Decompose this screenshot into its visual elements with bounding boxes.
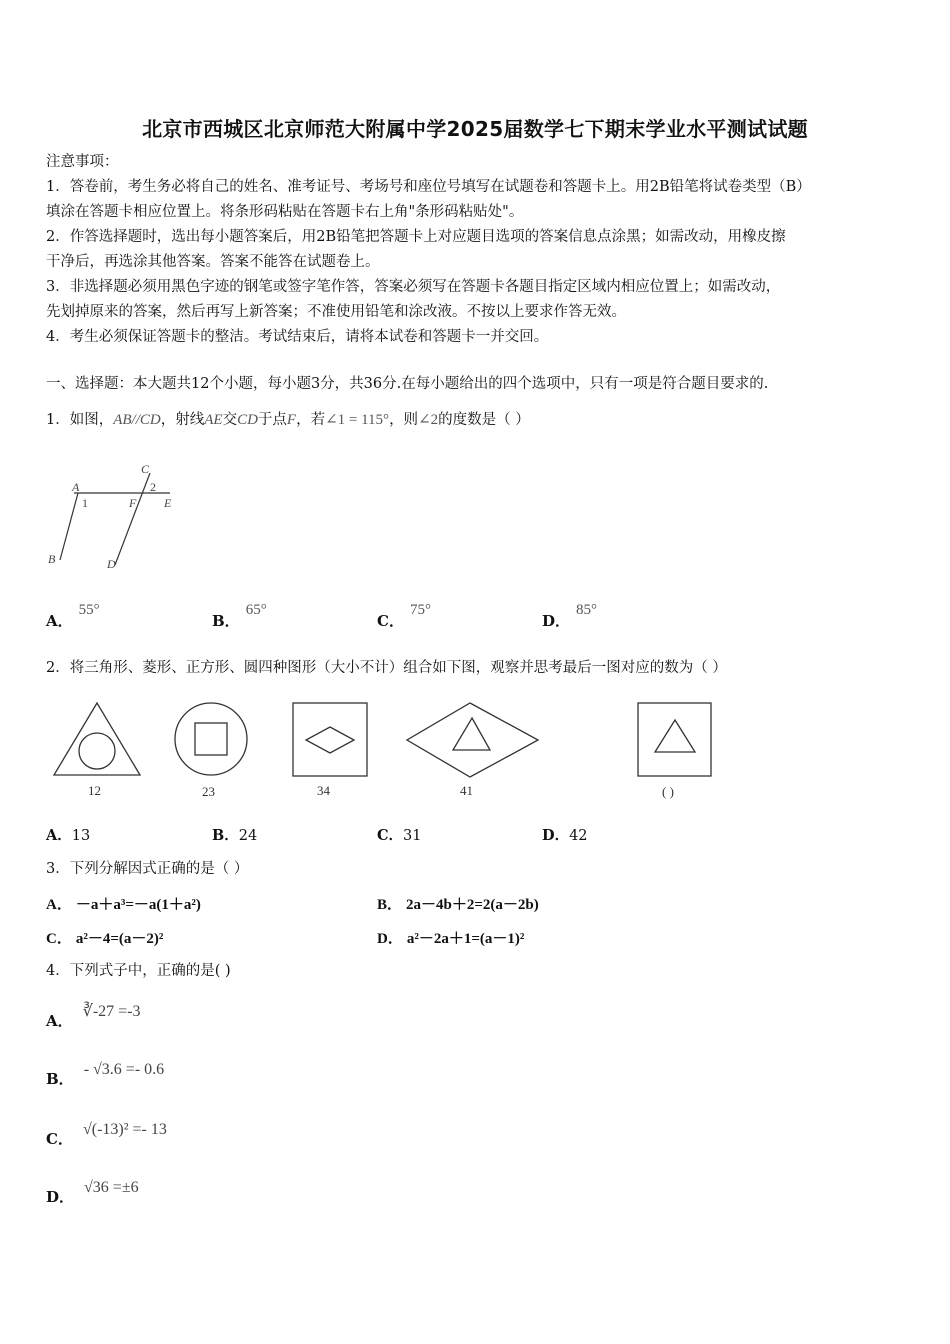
fig-label: 1 — [82, 496, 88, 510]
option-value: ∛-27 =-3 — [82, 1003, 141, 1020]
q3-option-d — [377, 927, 524, 948]
option-letter: A． — [46, 612, 73, 630]
q1-text: ，射线 — [160, 412, 205, 428]
option-letter: A． — [46, 1012, 73, 1030]
triangle-shape — [54, 703, 140, 775]
option-letter: C． — [46, 931, 72, 947]
q1-text: 交 — [222, 412, 238, 428]
q1-option-b — [212, 598, 267, 630]
option-letter: D． — [542, 827, 570, 844]
option-letter: B． — [377, 897, 403, 913]
q1-math: ∠1 = 115° — [325, 412, 390, 428]
q3-option-c — [46, 927, 163, 948]
question-4: 4．下列式子中，正确的是( ) — [46, 963, 231, 979]
notes-heading: 注意事项： — [46, 154, 119, 170]
option-letter: C． — [377, 612, 404, 630]
option-letter: B． — [46, 1070, 74, 1088]
fig-label: E — [164, 496, 172, 510]
option-value: 75° — [409, 602, 431, 618]
option-value: 2a－4b＋2=2(a－2b) — [406, 897, 539, 913]
rhombus-shape — [306, 727, 354, 753]
q1-math: AE — [204, 412, 223, 428]
option-value: - √3.6 =- 0.6 — [83, 1061, 165, 1078]
q1-math: CD — [237, 412, 258, 428]
option-value: a²－4=(a－2)² — [75, 931, 164, 947]
fig-label: 2 — [150, 480, 156, 494]
q3-option-b — [377, 893, 539, 914]
q1-number: 1． — [46, 412, 70, 428]
notes-line: 3．非选择题必须用黑色字迹的钢笔或签字笔作答，答案必须写在答题卡各题目指定区域内相应位置上；如需改动， — [46, 279, 781, 295]
q1-option-a — [46, 598, 100, 630]
fig-label: D — [107, 557, 116, 571]
fig-number: 23 — [202, 784, 215, 799]
option-value: √(-13)² =- 13 — [82, 1121, 167, 1138]
fig-label: A — [72, 480, 80, 494]
q1-math: F — [286, 412, 297, 428]
q1-math: AB//CD — [113, 412, 161, 428]
triangle-shape — [655, 720, 695, 752]
option-value: 13 — [71, 828, 91, 844]
fig-number: 34 — [317, 783, 330, 798]
q1-math: ∠2 — [418, 412, 439, 428]
rhombus-shape — [407, 703, 538, 777]
question-1 — [46, 408, 530, 433]
option-letter: B． — [212, 612, 240, 630]
square-shape — [293, 703, 367, 776]
q2-option-a — [46, 823, 90, 849]
option-letter: D． — [542, 612, 571, 630]
q4-option-c — [46, 1118, 167, 1148]
option-value: －a＋a³=－a(1＋a²) — [75, 897, 201, 913]
option-letter: C． — [377, 827, 404, 844]
fig-label: B — [48, 552, 56, 566]
notes-line: 2．作答选择题时，选出每小题答案后，用2B铅笔把答题卡上对应题目选项的答案信息点涂黑；如需改动，用橡皮擦 — [46, 229, 786, 245]
q4-option-b — [46, 1058, 165, 1088]
q2-option-b — [212, 823, 257, 849]
notes-line: 4．考生必须保证答题卡的整洁。考试结束后，请将本试卷和答题卡一并交回。 — [46, 329, 549, 345]
fig-number: 12 — [88, 783, 101, 798]
question-2: 2．将三角形、菱形、正方形、圆四种图形（大小不计）组合如下图，观察并思考最后一图对应的数为（ ） — [46, 660, 727, 676]
triangle-shape — [453, 718, 490, 750]
option-value: 65° — [245, 602, 267, 618]
option-value: 55° — [78, 602, 100, 618]
section-heading: 一、选择题：本大题共12个小题，每小题3分，共36分.在每小题给出的四个选项中，只有一项是符合题目要求的. — [46, 376, 769, 392]
notes-block — [46, 150, 906, 350]
fig-label: F — [129, 496, 137, 510]
q1-option-c — [377, 598, 431, 630]
q1-text: 如图， — [69, 412, 114, 428]
square-shape — [638, 703, 711, 776]
page-title: 北京市西城区北京师范大附属中学2025届数学七下期末学业水平测试试题 — [142, 117, 808, 141]
option-value: 85° — [576, 602, 598, 618]
notes-line: 1．答卷前，考生务必将自己的姓名、准考证号、考场号和座位号填写在试题卷和答题卡上。用2B铅笔将试卷类型（B） — [46, 179, 811, 195]
notes-line: 填涂在答题卡相应位置上。将条形码粘贴在答题卡右上角"条形码粘贴处"。 — [46, 204, 524, 220]
option-value: 42 — [569, 828, 588, 844]
option-letter: D． — [377, 931, 403, 947]
q1-text: 于点 — [257, 412, 287, 428]
q2-option-c — [377, 823, 422, 849]
option-letter: B． — [212, 827, 239, 844]
circle-shape — [175, 703, 247, 775]
fig-number: 41 — [460, 783, 473, 798]
square-shape — [195, 723, 227, 755]
q1-text: ，若 — [296, 412, 326, 428]
notes-line: 干净后，再选涂其他答案。答案不能答在试题卷上。 — [46, 254, 380, 270]
option-value: √36 =±6 — [84, 1179, 139, 1196]
fig-number: ( ) — [662, 784, 674, 799]
notes-line: 先划掉原来的答案，然后再写上新答案；不准使用铅笔和涂改液。不按以上要求作答无效。 — [46, 304, 626, 320]
fig-label: C — [141, 462, 150, 476]
q1-text: ，则 — [389, 412, 419, 428]
q3-option-a — [46, 893, 201, 914]
q1-text: 的度数是（ ） — [438, 412, 530, 428]
option-letter: C． — [46, 1130, 73, 1148]
q4-option-d — [46, 1176, 139, 1206]
question-3: 3．下列分解因式正确的是（ ） — [46, 861, 249, 877]
q2-figure — [40, 695, 730, 805]
option-letter: A． — [46, 827, 72, 844]
q4-option-a — [46, 1000, 141, 1030]
line-cd — [115, 473, 150, 565]
option-value: 24 — [238, 828, 258, 844]
q1-figure — [40, 455, 190, 580]
option-value: 31 — [403, 828, 422, 844]
circle-shape — [79, 733, 115, 769]
option-letter: D． — [46, 1188, 75, 1206]
q2-option-d — [542, 823, 588, 849]
option-value: a²－2a＋1=(a－1)² — [406, 931, 525, 947]
line-ab — [60, 493, 78, 560]
q1-option-d — [542, 598, 598, 630]
option-letter: A． — [46, 897, 72, 913]
